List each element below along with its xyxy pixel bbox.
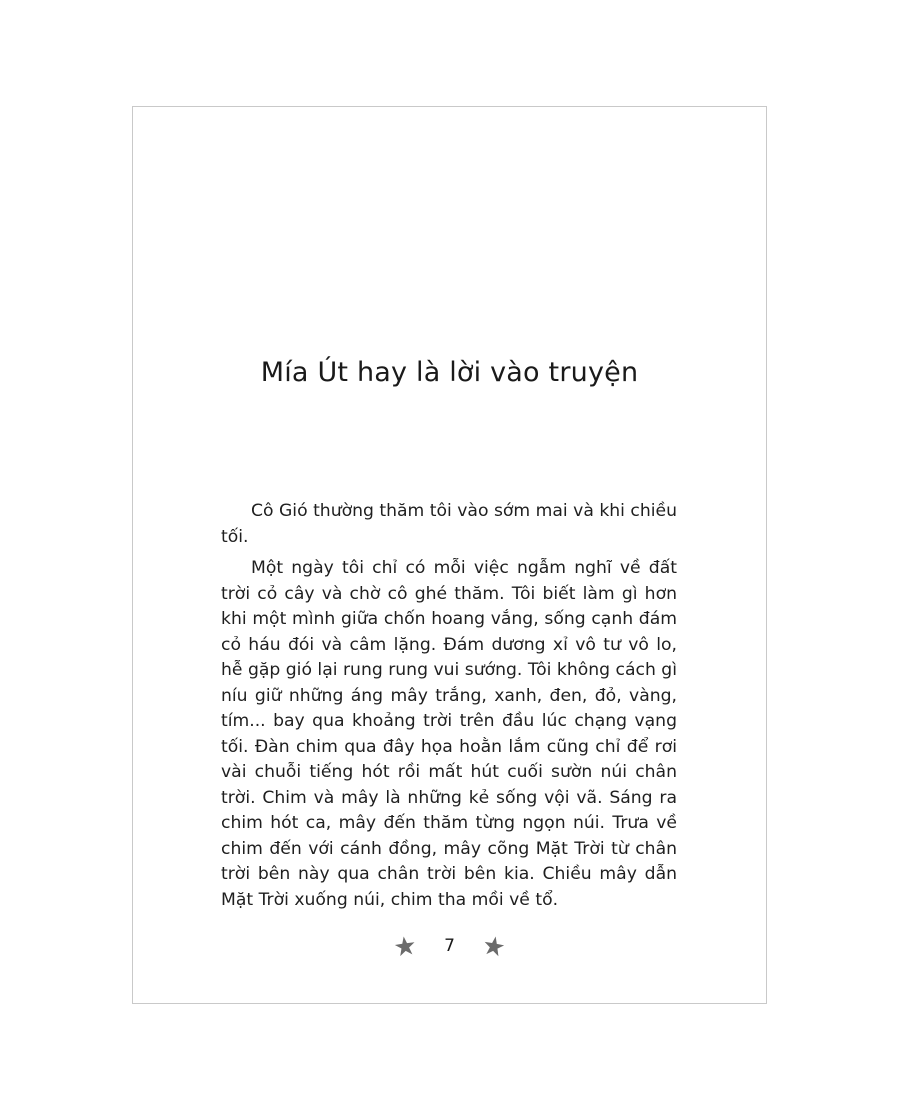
paragraph-1: Cô Gió thường thăm tôi vào sớm mai và khi chiều tối. (221, 501, 677, 547)
star-icon (394, 935, 416, 957)
page-number: 7 (444, 936, 455, 956)
chapter-title: Mía Út hay là lời vào truyện (260, 357, 639, 388)
chapter-body (221, 499, 677, 919)
page-footer (133, 935, 766, 957)
book-page (132, 106, 767, 1004)
paragraph-2: Một ngày tôi chỉ có mỗi việc ngẫm nghĩ về đất trời cỏ cây và chờ cô ghé thăm. Tôi biết làm gì hơn khi một mình giữa chốn hoang vắng, sống cạnh đám cỏ háu đói và câm lặng. Đám dương xỉ vô tư vô lo, hễ gặp gió lại rung rung vui sướng. Tôi không cách gì níu giữ những áng mây trắng, xanh, đen, đỏ, vàng, tím... bay qua khoảng trời trên đầu lúc chạng vạng tối. Đàn chim qua đây họa hoằn lắm cũng chỉ để rơi vài chuỗi tiếng hót rồi mất hút cuối sườn núi chân trời. Chim và mây là những kẻ sống vội vã. Sáng ra chim hót ca, mây đến thăm từng ngọn núi. Trưa về chim đến với cánh đồng, mây cõng Mặt Trời từ chân trời bên này qua chân trời bên kia. Chiều mây dẫn Mặt Trời xuống núi, chim tha mồi về tổ. (221, 558, 677, 910)
star-icon (483, 935, 505, 957)
